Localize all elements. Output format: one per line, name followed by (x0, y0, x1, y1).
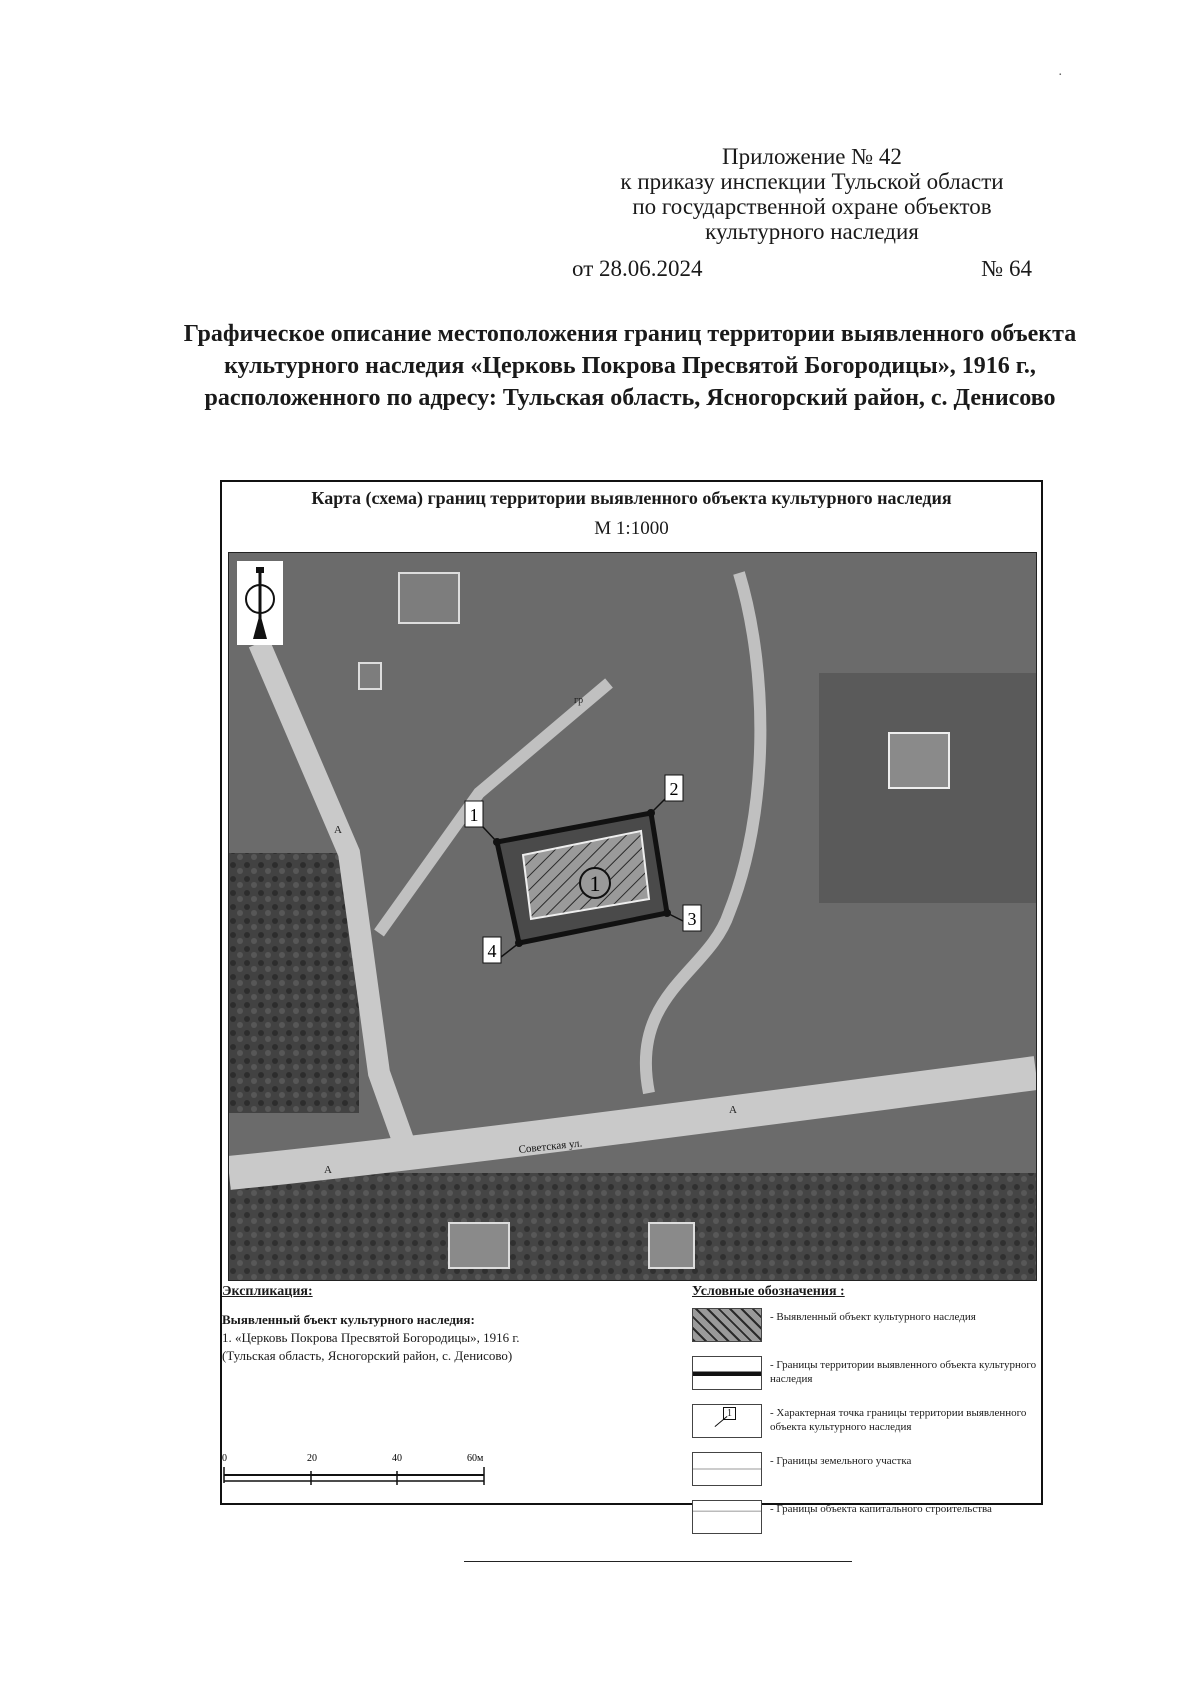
legend-swatch-building (692, 1500, 762, 1534)
scale-label-20: 20 (307, 1453, 317, 1464)
legend-row-object (692, 1308, 1037, 1348)
legend-text-point: - Характерная точка границы территории выявленного объекта культурного наследия (770, 1407, 1027, 1433)
legend-row-building (692, 1500, 1037, 1540)
legend-row-land (692, 1452, 1037, 1492)
legend-swatch-boundary (692, 1356, 762, 1390)
legend-row-point (692, 1404, 1037, 1444)
scale-label-40: 40 (392, 1453, 402, 1464)
building-east (889, 733, 949, 788)
map-heading: Карта (схема) границ территории выявленного объекта культурного наследия (311, 488, 952, 508)
appendix-line-4: культурного наследия (705, 219, 919, 244)
road-mark-4: гр (574, 695, 584, 706)
legend-swatch-point (692, 1404, 762, 1438)
boundary-point-3-label: 3 (687, 909, 697, 929)
shed-north (359, 663, 381, 689)
trees-south (229, 1173, 1036, 1280)
road-mark-1: А (324, 1164, 332, 1176)
legend-text-land: - Границы земельного участка (770, 1455, 912, 1467)
legend-point-leader (715, 1416, 728, 1427)
map-scheme (228, 552, 1037, 1281)
legend-swatch-object (692, 1308, 762, 1342)
trees-west (229, 853, 359, 1113)
legend-heading: Условные обозначения : (692, 1284, 845, 1299)
legend-text-building: - Границы объекта капитального строительства (770, 1503, 992, 1515)
building-south-2 (649, 1223, 694, 1268)
building-north (399, 573, 459, 623)
boundary-point-2-label: 2 (669, 779, 679, 799)
scale-label-0: 0 (222, 1453, 227, 1464)
order-number: № 64 (981, 256, 1032, 281)
boundary-point-1-label: 1 (469, 805, 479, 825)
north-arrow-icon (237, 561, 283, 645)
road-mark-2: А (729, 1104, 737, 1116)
road-mark-3: А (334, 824, 342, 836)
street-label: Советская ул. (518, 1137, 583, 1156)
corner-dot: . (1058, 64, 1062, 79)
explication-object-address: (Тульская область, Ясногорский район, с. Денисово) (222, 1348, 513, 1363)
map-svg (229, 553, 1036, 1280)
scale-label-60: 60м (467, 1453, 484, 1464)
appendix-line-1: Приложение № 42 (722, 144, 902, 169)
legend-point-sample: 1 (723, 1407, 736, 1420)
document-title: Графическое описание местоположения границ территории выявленного объекта культурного наследия «Церковь Покрова Пресвятой Богородицы», 1916 г., расположенного по адресу: Тульская область, Ясногорский район, с. Денисово (183, 321, 1077, 411)
explication (222, 1284, 652, 1366)
legend-text-object: - Выявленный объект культурного наследия (770, 1311, 976, 1323)
legend-row-boundary (692, 1356, 1037, 1396)
building-south-1 (449, 1223, 509, 1268)
closing-line (464, 1561, 852, 1562)
explication-heading: Экспликация: (222, 1284, 313, 1299)
scale-bar-svg (222, 1449, 492, 1494)
map-frame (220, 480, 1043, 1515)
appendix-line-3: по государственной охране объектов (632, 194, 992, 219)
explication-object-line: 1. «Церковь Покрова Пресвятой Богородицы», 1916 г. (222, 1330, 520, 1345)
legend (692, 1284, 1037, 1548)
order-date: от 28.06.2024 (572, 256, 703, 281)
explication-object-heading: Выявленный бъект культурного наследия: (222, 1312, 475, 1327)
scale-bar (222, 1449, 492, 1494)
legend-swatch-land (692, 1452, 762, 1486)
object-number: 1 (589, 871, 601, 896)
appendix-block (532, 144, 1092, 281)
appendix-line-2: к приказу инспекции Тульской области (620, 169, 1004, 194)
legend-text-boundary: - Границы территории выявленного объекта культурного наследия (770, 1359, 1037, 1385)
map-scale: М 1:1000 (594, 518, 669, 539)
boundary-point-4-label: 4 (487, 941, 497, 961)
